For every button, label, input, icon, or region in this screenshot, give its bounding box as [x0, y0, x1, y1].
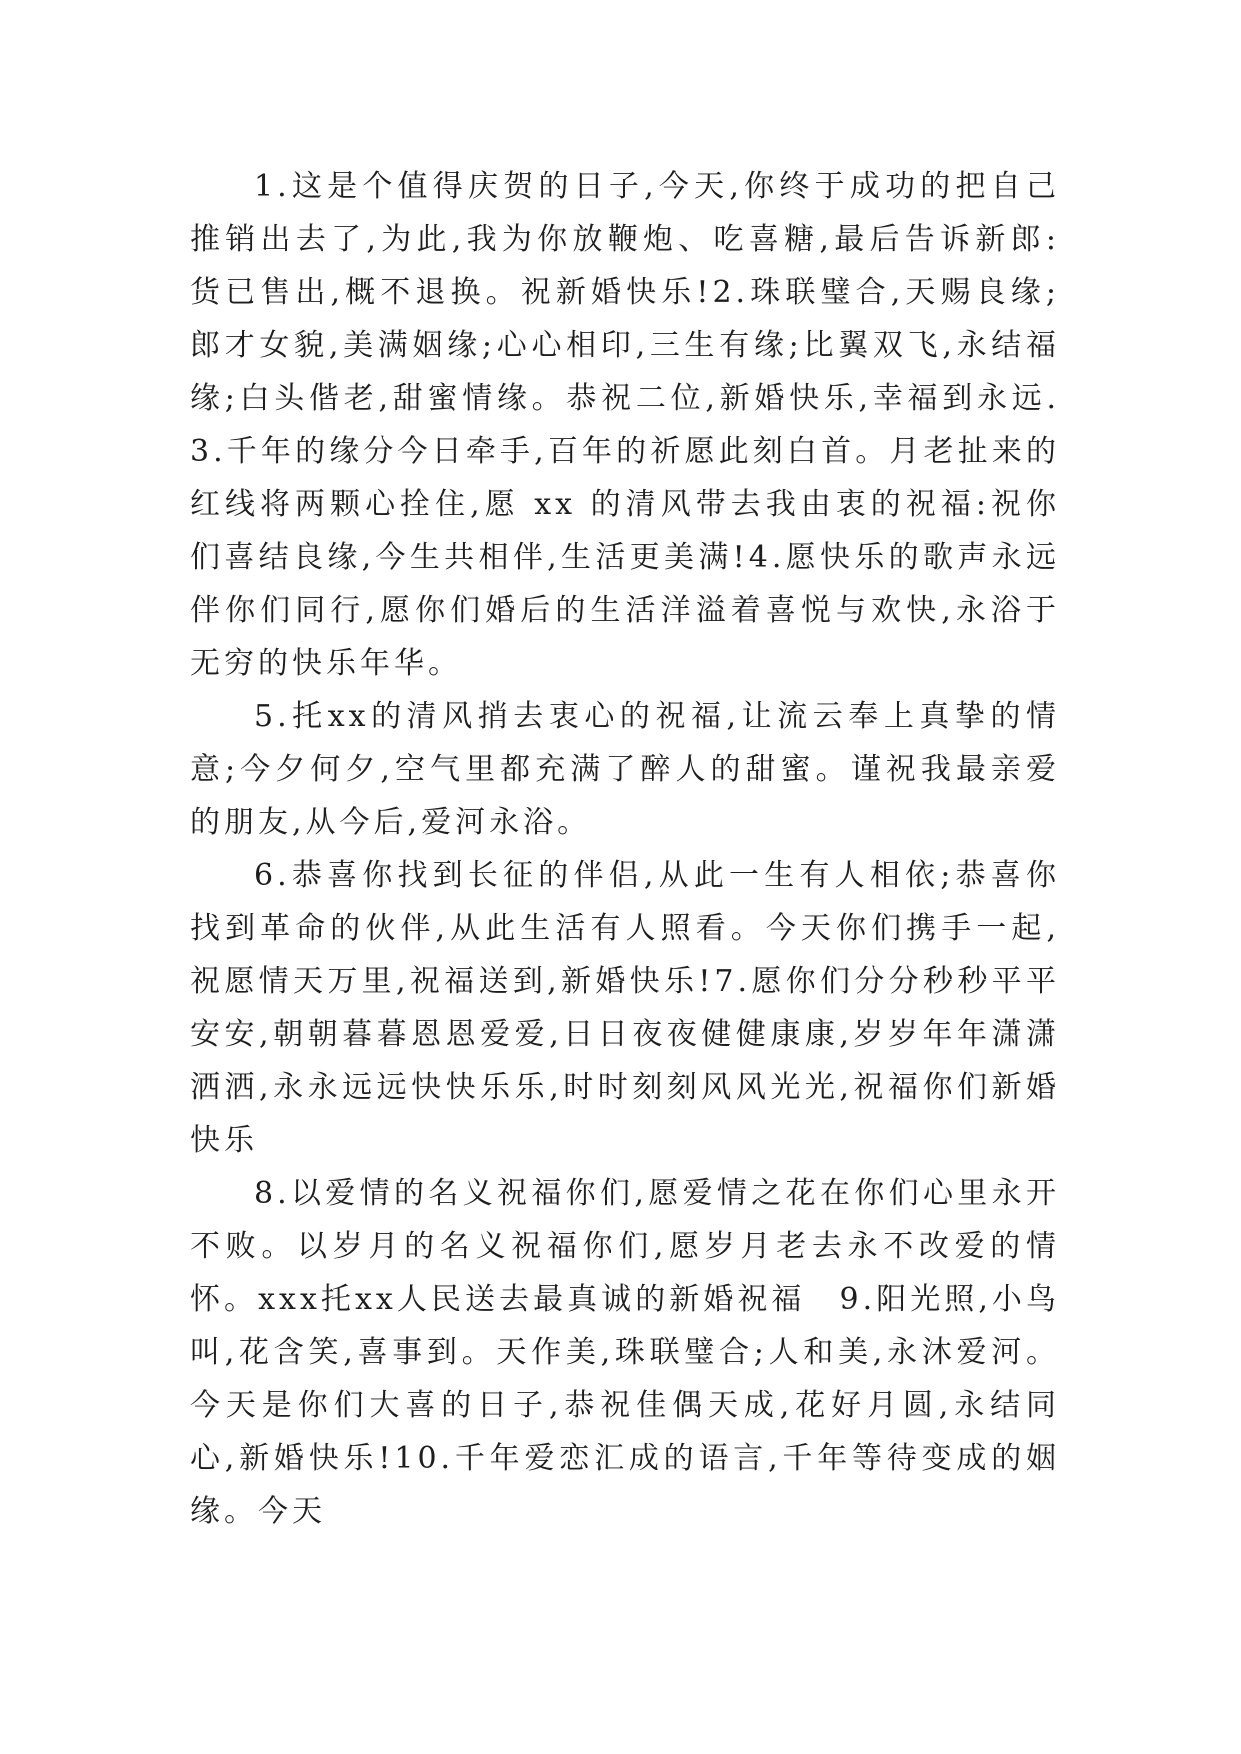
paragraph-2: 5.托xx的清风捎去衷心的祝福,让流云奉上真挚的情意;今夕何夕,空气里都充满了醉人的甜蜜。谨祝我最亲爱的朋友,从今后,爱河永浴。: [190, 699, 1060, 840]
paragraph-1: 1.这是个值得庆贺的日子,今天,你终于成功的把自己推销出去了,为此,我为你放鞭炮、吃喜糖,最后告诉新郎:货已售出,概不退换。祝新婚快乐!2.珠联璧合,天赐良缘;郎才女貌,美满姻缘;心心相印,三生有缘;比翼双飞,永结福缘;白头偕老,甜蜜情缘。恭祝二位,新婚快乐,幸福到永远.3.千年的缘分今日牵手,百年的祈愿此刻白首。月老扯来的红线将两颗心拴住,愿 xx 的清风带去我由衷的祝福:祝你们喜结良缘,今生共相伴,生活更美满!4.愿快乐的歌声永远伴你们同行,愿你们婚后的生活洋溢着喜悦与欢快,永浴于无穷的快乐年华。: [190, 169, 1060, 681]
document-body: [190, 160, 1060, 1538]
paragraph-3: 6.恭喜你找到长征的伴侣,从此一生有人相依;恭喜你找到革命的伙伴,从此生活有人照看。今天你们携手一起,祝愿情天万里,祝福送到,新婚快乐!7.愿你们分分秒秒平平安安,朝朝暮暮恩恩爱爱,日日夜夜健健康康,岁岁年年潇潇洒洒,永永远远快快乐乐,时时刻刻风风光光,祝福你们新婚快乐: [190, 858, 1060, 1158]
paragraph-4: 8.以爱情的名义祝福你们,愿爱情之花在你们心里永开不败。以岁月的名义祝福你们,愿岁月老去永不改爱的情怀。xxx托xx人民送去最真诚的新婚祝福 9.阳光照,小鸟叫,花含笑,喜事到。天作美,珠联璧合;人和美,永沐爱河。今天是你们大喜的日子,恭祝佳偶天成,花好月圆,永结同心,新婚快乐!10.千年爱恋汇成的语言,千年等待变成的姻缘。今天: [190, 1176, 1060, 1529]
